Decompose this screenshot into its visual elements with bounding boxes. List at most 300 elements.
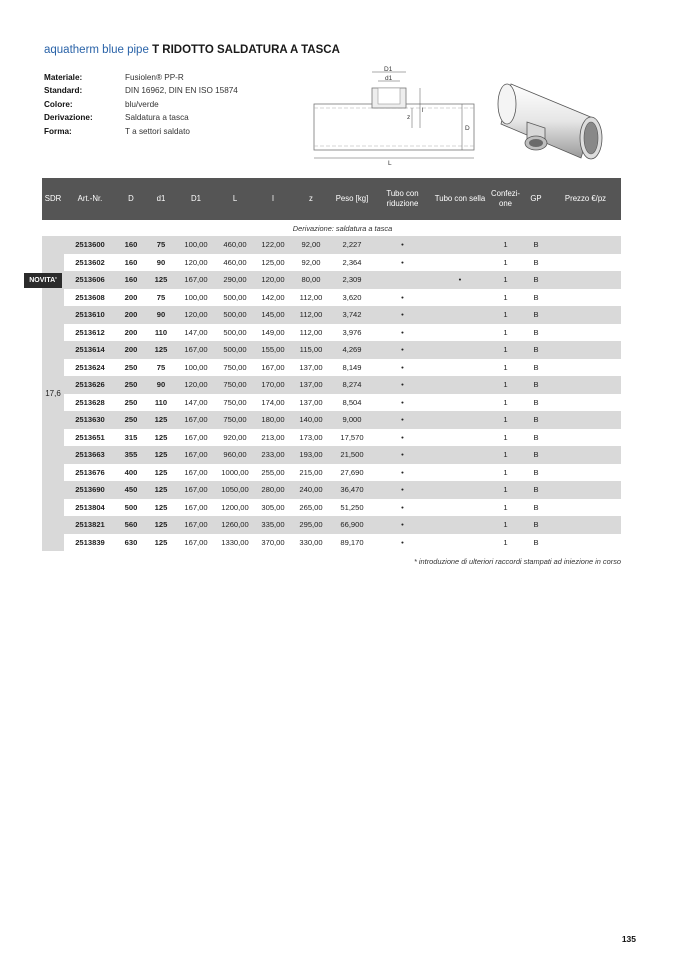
gp-cell: B <box>522 481 550 499</box>
spec-value: Fusiolen® PP-R <box>125 73 184 82</box>
spec-label: Colore: <box>44 99 73 109</box>
tubo-sella-cell <box>431 324 489 342</box>
tubo-riduzione-cell: • <box>374 411 431 429</box>
length-cell: 960,00 <box>216 446 254 464</box>
d1-big-cell: 100,00 <box>176 236 216 254</box>
z-cell: 137,00 <box>292 394 330 412</box>
weight-cell: 2,309 <box>330 271 374 289</box>
z-cell: 140,00 <box>292 411 330 429</box>
confezione-cell: 1 <box>489 446 522 464</box>
art-nr-cell: 2513600 <box>64 236 116 254</box>
tubo-sella-cell <box>431 464 489 482</box>
z-cell: 330,00 <box>292 534 330 552</box>
novita-badge: NOVITA' <box>24 273 62 288</box>
l-cell: 122,00 <box>254 236 292 254</box>
d-cell: 630 <box>116 534 146 552</box>
col-header: D <box>116 178 146 220</box>
d1-big-cell: 167,00 <box>176 341 216 359</box>
label-D: D <box>465 125 470 132</box>
price-cell <box>550 429 621 447</box>
length-cell: 1200,00 <box>216 499 254 517</box>
d1-cell: 90 <box>146 254 176 272</box>
price-cell <box>550 376 621 394</box>
tubo-riduzione-cell: • <box>374 534 431 552</box>
price-cell <box>550 394 621 412</box>
sdr-cell: 17,6 <box>42 236 64 551</box>
d1-big-cell: 167,00 <box>176 411 216 429</box>
z-cell: 295,00 <box>292 516 330 534</box>
d-cell: 200 <box>116 324 146 342</box>
length-cell: 750,00 <box>216 394 254 412</box>
d-cell: 250 <box>116 411 146 429</box>
z-cell: 92,00 <box>292 254 330 272</box>
gp-cell: B <box>522 341 550 359</box>
weight-cell: 4,269 <box>330 341 374 359</box>
length-cell: 750,00 <box>216 376 254 394</box>
gp-cell: B <box>522 534 550 552</box>
tubo-riduzione-cell: • <box>374 429 431 447</box>
spec-row <box>44 111 238 124</box>
table-row <box>42 359 621 377</box>
d1-cell: 90 <box>146 306 176 324</box>
table-row <box>42 289 621 307</box>
d1-big-cell: 167,00 <box>176 516 216 534</box>
weight-cell: 2,227 <box>330 236 374 254</box>
d1-cell: 125 <box>146 271 176 289</box>
tubo-sella-cell <box>431 254 489 272</box>
table-row <box>42 271 621 289</box>
gp-cell: B <box>522 516 550 534</box>
col-header: GP <box>522 178 550 220</box>
length-cell: 460,00 <box>216 236 254 254</box>
tubo-riduzione-cell: • <box>374 289 431 307</box>
table-row <box>42 306 621 324</box>
tubo-riduzione-cell: • <box>374 236 431 254</box>
confezione-cell: 1 <box>489 254 522 272</box>
d1-big-cell: 100,00 <box>176 289 216 307</box>
tubo-sella-cell <box>431 376 489 394</box>
length-cell: 1000,00 <box>216 464 254 482</box>
tubo-sella-cell <box>431 359 489 377</box>
footnote: * introduzione di ulteriori raccordi stampati ad iniezione in corso <box>413 557 621 566</box>
d-cell: 400 <box>116 464 146 482</box>
d1-cell: 125 <box>146 446 176 464</box>
price-cell <box>550 359 621 377</box>
price-cell <box>550 534 621 552</box>
confezione-cell: 1 <box>489 534 522 552</box>
length-cell: 1260,00 <box>216 516 254 534</box>
brand-name: aquatherm blue pipe <box>44 44 149 56</box>
d1-big-cell: 120,00 <box>176 376 216 394</box>
d1-big-cell: 167,00 <box>176 534 216 552</box>
d1-cell: 125 <box>146 341 176 359</box>
l-cell: 233,00 <box>254 446 292 464</box>
z-cell: 173,00 <box>292 429 330 447</box>
d1-big-cell: 147,00 <box>176 394 216 412</box>
spec-label: Forma: <box>44 126 72 136</box>
d1-big-cell: 100,00 <box>176 359 216 377</box>
table-header <box>42 178 621 220</box>
l-cell: 174,00 <box>254 394 292 412</box>
d1-big-cell: 167,00 <box>176 429 216 447</box>
d1-cell: 125 <box>146 534 176 552</box>
art-nr-cell: 2513612 <box>64 324 116 342</box>
length-cell: 460,00 <box>216 254 254 272</box>
d1-big-cell: 167,00 <box>176 499 216 517</box>
art-nr-cell: 2513606 <box>64 271 116 289</box>
z-cell: 265,00 <box>292 499 330 517</box>
tubo-riduzione-cell <box>374 271 431 289</box>
d1-cell: 75 <box>146 236 176 254</box>
length-cell: 750,00 <box>216 359 254 377</box>
d1-big-cell: 167,00 <box>176 481 216 499</box>
d1-cell: 125 <box>146 481 176 499</box>
spec-row <box>44 71 238 84</box>
tubo-sella-cell <box>431 341 489 359</box>
tubo-riduzione-cell: • <box>374 516 431 534</box>
label-L: L <box>388 160 392 166</box>
d1-big-cell: 147,00 <box>176 324 216 342</box>
d1-big-cell: 167,00 <box>176 271 216 289</box>
col-header: Art.-Nr. <box>64 178 116 220</box>
weight-cell: 9,000 <box>330 411 374 429</box>
table-row <box>42 341 621 359</box>
tubo-sella-cell <box>431 516 489 534</box>
spec-value: blu/verde <box>125 99 159 109</box>
z-cell: 112,00 <box>292 324 330 342</box>
weight-cell: 8,504 <box>330 394 374 412</box>
length-cell: 750,00 <box>216 411 254 429</box>
l-cell: 155,00 <box>254 341 292 359</box>
group-row <box>42 220 621 236</box>
spec-label: Materiale: <box>44 73 83 82</box>
table-row <box>42 411 621 429</box>
l-cell: 142,00 <box>254 289 292 307</box>
table-row <box>42 464 621 482</box>
d1-big-cell: 167,00 <box>176 446 216 464</box>
weight-cell: 2,364 <box>330 254 374 272</box>
spec-row <box>44 98 238 111</box>
z-cell: 80,00 <box>292 271 330 289</box>
gp-cell: B <box>522 289 550 307</box>
d1-big-cell: 120,00 <box>176 306 216 324</box>
spec-label: Derivazione: <box>44 113 93 123</box>
length-cell: 500,00 <box>216 341 254 359</box>
art-nr-cell: 2513608 <box>64 289 116 307</box>
label-l: l <box>422 107 424 114</box>
length-cell: 1050,00 <box>216 481 254 499</box>
spec-row <box>44 84 238 97</box>
col-header: Peso [kg] <box>330 178 374 220</box>
page-number: 135 <box>621 934 636 944</box>
confezione-cell: 1 <box>489 359 522 377</box>
table-row <box>42 254 621 272</box>
tubo-sella-cell: • <box>431 271 489 289</box>
table-row <box>42 534 621 552</box>
confezione-cell: 1 <box>489 516 522 534</box>
spec-row <box>44 125 238 138</box>
z-cell: 92,00 <box>292 236 330 254</box>
confezione-cell: 1 <box>489 324 522 342</box>
gp-cell: B <box>522 359 550 377</box>
weight-cell: 8,149 <box>330 359 374 377</box>
tubo-sella-cell <box>431 289 489 307</box>
l-cell: 180,00 <box>254 411 292 429</box>
art-nr-cell: 2513663 <box>64 446 116 464</box>
col-header: z <box>292 178 330 220</box>
length-cell: 1330,00 <box>216 534 254 552</box>
z-cell: 240,00 <box>292 481 330 499</box>
weight-cell: 17,570 <box>330 429 374 447</box>
tubo-riduzione-cell: • <box>374 254 431 272</box>
gp-cell: B <box>522 394 550 412</box>
art-nr-cell: 2513821 <box>64 516 116 534</box>
gp-cell: B <box>522 429 550 447</box>
col-header: D1 <box>176 178 216 220</box>
tubo-riduzione-cell: • <box>374 359 431 377</box>
label-D1: D1 <box>384 66 393 73</box>
weight-cell: 3,742 <box>330 306 374 324</box>
l-cell: 370,00 <box>254 534 292 552</box>
d-cell: 250 <box>116 376 146 394</box>
price-cell <box>550 271 621 289</box>
art-nr-cell: 2513839 <box>64 534 116 552</box>
d-cell: 315 <box>116 429 146 447</box>
tubo-riduzione-cell: • <box>374 464 431 482</box>
weight-cell: 89,170 <box>330 534 374 552</box>
table-row <box>42 446 621 464</box>
col-header: d1 <box>146 178 176 220</box>
art-nr-cell: 2513690 <box>64 481 116 499</box>
tubo-riduzione-cell: • <box>374 324 431 342</box>
col-header: L <box>216 178 254 220</box>
price-cell <box>550 306 621 324</box>
gp-cell: B <box>522 306 550 324</box>
gp-cell: B <box>522 254 550 272</box>
art-nr-cell: 2513626 <box>64 376 116 394</box>
l-cell: 280,00 <box>254 481 292 499</box>
product-image <box>497 66 625 166</box>
d-cell: 200 <box>116 289 146 307</box>
d1-cell: 125 <box>146 499 176 517</box>
price-cell <box>550 446 621 464</box>
gp-cell: B <box>522 499 550 517</box>
table-row <box>42 516 621 534</box>
l-cell: 255,00 <box>254 464 292 482</box>
art-nr-cell: 2513624 <box>64 359 116 377</box>
table-row <box>42 429 621 447</box>
length-cell: 500,00 <box>216 324 254 342</box>
col-header: l <box>254 178 292 220</box>
confezione-cell: 1 <box>489 271 522 289</box>
table-row <box>42 236 621 254</box>
confezione-cell: 1 <box>489 394 522 412</box>
weight-cell: 36,470 <box>330 481 374 499</box>
tubo-sella-cell <box>431 236 489 254</box>
weight-cell: 8,274 <box>330 376 374 394</box>
z-cell: 193,00 <box>292 446 330 464</box>
product-title: T RIDOTTO SALDATURA A TASCA <box>152 44 340 56</box>
z-cell: 137,00 <box>292 376 330 394</box>
confezione-cell: 1 <box>489 236 522 254</box>
art-nr-cell: 2513630 <box>64 411 116 429</box>
price-cell <box>550 236 621 254</box>
d1-cell: 125 <box>146 464 176 482</box>
tubo-sella-cell <box>431 429 489 447</box>
table-row <box>42 376 621 394</box>
z-cell: 115,00 <box>292 341 330 359</box>
gp-cell: B <box>522 464 550 482</box>
tubo-sella-cell <box>431 499 489 517</box>
product-table <box>42 178 621 551</box>
l-cell: 335,00 <box>254 516 292 534</box>
art-nr-cell: 2513676 <box>64 464 116 482</box>
d1-cell: 110 <box>146 324 176 342</box>
art-nr-cell: 2513804 <box>64 499 116 517</box>
col-header: Tubo con riduzione <box>374 178 431 220</box>
l-cell: 167,00 <box>254 359 292 377</box>
l-cell: 213,00 <box>254 429 292 447</box>
spec-list <box>44 71 238 138</box>
confezione-cell: 1 <box>489 411 522 429</box>
label-d1: d1 <box>385 75 393 82</box>
d1-cell: 125 <box>146 516 176 534</box>
d-cell: 560 <box>116 516 146 534</box>
d1-cell: 110 <box>146 394 176 412</box>
l-cell: 145,00 <box>254 306 292 324</box>
tubo-riduzione-cell: • <box>374 306 431 324</box>
weight-cell: 51,250 <box>330 499 374 517</box>
l-cell: 170,00 <box>254 376 292 394</box>
tubo-riduzione-cell: • <box>374 481 431 499</box>
tubo-sella-cell <box>431 481 489 499</box>
confezione-cell: 1 <box>489 289 522 307</box>
art-nr-cell: 2513610 <box>64 306 116 324</box>
d1-cell: 75 <box>146 359 176 377</box>
confezione-cell: 1 <box>489 481 522 499</box>
l-cell: 305,00 <box>254 499 292 517</box>
weight-cell: 66,900 <box>330 516 374 534</box>
price-cell <box>550 411 621 429</box>
label-z: z <box>407 114 411 121</box>
price-cell <box>550 516 621 534</box>
tubo-riduzione-cell: • <box>374 341 431 359</box>
length-cell: 290,00 <box>216 271 254 289</box>
d-cell: 160 <box>116 236 146 254</box>
z-cell: 112,00 <box>292 289 330 307</box>
technical-drawing <box>308 64 488 166</box>
weight-cell: 3,976 <box>330 324 374 342</box>
length-cell: 500,00 <box>216 306 254 324</box>
length-cell: 500,00 <box>216 289 254 307</box>
tubo-sella-cell <box>431 306 489 324</box>
d-cell: 160 <box>116 271 146 289</box>
page-title <box>44 44 340 56</box>
price-cell <box>550 324 621 342</box>
tubo-sella-cell <box>431 534 489 552</box>
gp-cell: B <box>522 446 550 464</box>
spec-value: DIN 16962, DIN EN ISO 15874 <box>125 86 238 96</box>
gp-cell: B <box>522 411 550 429</box>
d-cell: 250 <box>116 359 146 377</box>
d1-cell: 75 <box>146 289 176 307</box>
d1-big-cell: 167,00 <box>176 464 216 482</box>
d-cell: 250 <box>116 394 146 412</box>
price-cell <box>550 499 621 517</box>
d1-big-cell: 120,00 <box>176 254 216 272</box>
l-cell: 125,00 <box>254 254 292 272</box>
d1-cell: 125 <box>146 411 176 429</box>
art-nr-cell: 2513651 <box>64 429 116 447</box>
col-header: SDR <box>42 178 64 220</box>
d-cell: 200 <box>116 306 146 324</box>
confezione-cell: 1 <box>489 341 522 359</box>
price-cell <box>550 254 621 272</box>
tubo-riduzione-cell: • <box>374 394 431 412</box>
price-cell <box>550 481 621 499</box>
d-cell: 500 <box>116 499 146 517</box>
d-cell: 450 <box>116 481 146 499</box>
table-row <box>42 499 621 517</box>
tubo-riduzione-cell: • <box>374 499 431 517</box>
weight-cell: 21,500 <box>330 446 374 464</box>
tubo-sella-cell <box>431 411 489 429</box>
confezione-cell: 1 <box>489 464 522 482</box>
table-row <box>42 394 621 412</box>
gp-cell: B <box>522 271 550 289</box>
col-header: Confezi-one <box>489 178 522 220</box>
z-cell: 137,00 <box>292 359 330 377</box>
tubo-riduzione-cell: • <box>374 376 431 394</box>
spec-value: T a settori saldato <box>125 126 190 136</box>
l-cell: 149,00 <box>254 324 292 342</box>
art-nr-cell: 2513628 <box>64 394 116 412</box>
z-cell: 215,00 <box>292 464 330 482</box>
d1-cell: 125 <box>146 429 176 447</box>
d1-cell: 90 <box>146 376 176 394</box>
price-cell <box>550 289 621 307</box>
spec-value: Saldatura a tasca <box>125 113 189 123</box>
group-label: Derivazione: saldatura a tasca <box>292 223 393 233</box>
gp-cell: B <box>522 324 550 342</box>
d-cell: 200 <box>116 341 146 359</box>
confezione-cell: 1 <box>489 499 522 517</box>
z-cell: 112,00 <box>292 306 330 324</box>
col-header: Tubo con sella <box>431 178 489 220</box>
l-cell: 120,00 <box>254 271 292 289</box>
confezione-cell: 1 <box>489 306 522 324</box>
price-cell <box>550 341 621 359</box>
d-cell: 355 <box>116 446 146 464</box>
length-cell: 920,00 <box>216 429 254 447</box>
art-nr-cell: 2513614 <box>64 341 116 359</box>
confezione-cell: 1 <box>489 429 522 447</box>
tubo-sella-cell <box>431 446 489 464</box>
spec-label: Standard: <box>44 86 83 96</box>
confezione-cell: 1 <box>489 376 522 394</box>
price-cell <box>550 464 621 482</box>
d-cell: 160 <box>116 254 146 272</box>
table-row <box>42 324 621 342</box>
weight-cell: 3,620 <box>330 289 374 307</box>
gp-cell: B <box>522 376 550 394</box>
col-header: Prezzo €/pz <box>550 178 621 220</box>
art-nr-cell: 2513602 <box>64 254 116 272</box>
table-row <box>42 481 621 499</box>
tubo-sella-cell <box>431 394 489 412</box>
tubo-riduzione-cell: • <box>374 446 431 464</box>
gp-cell: B <box>522 236 550 254</box>
